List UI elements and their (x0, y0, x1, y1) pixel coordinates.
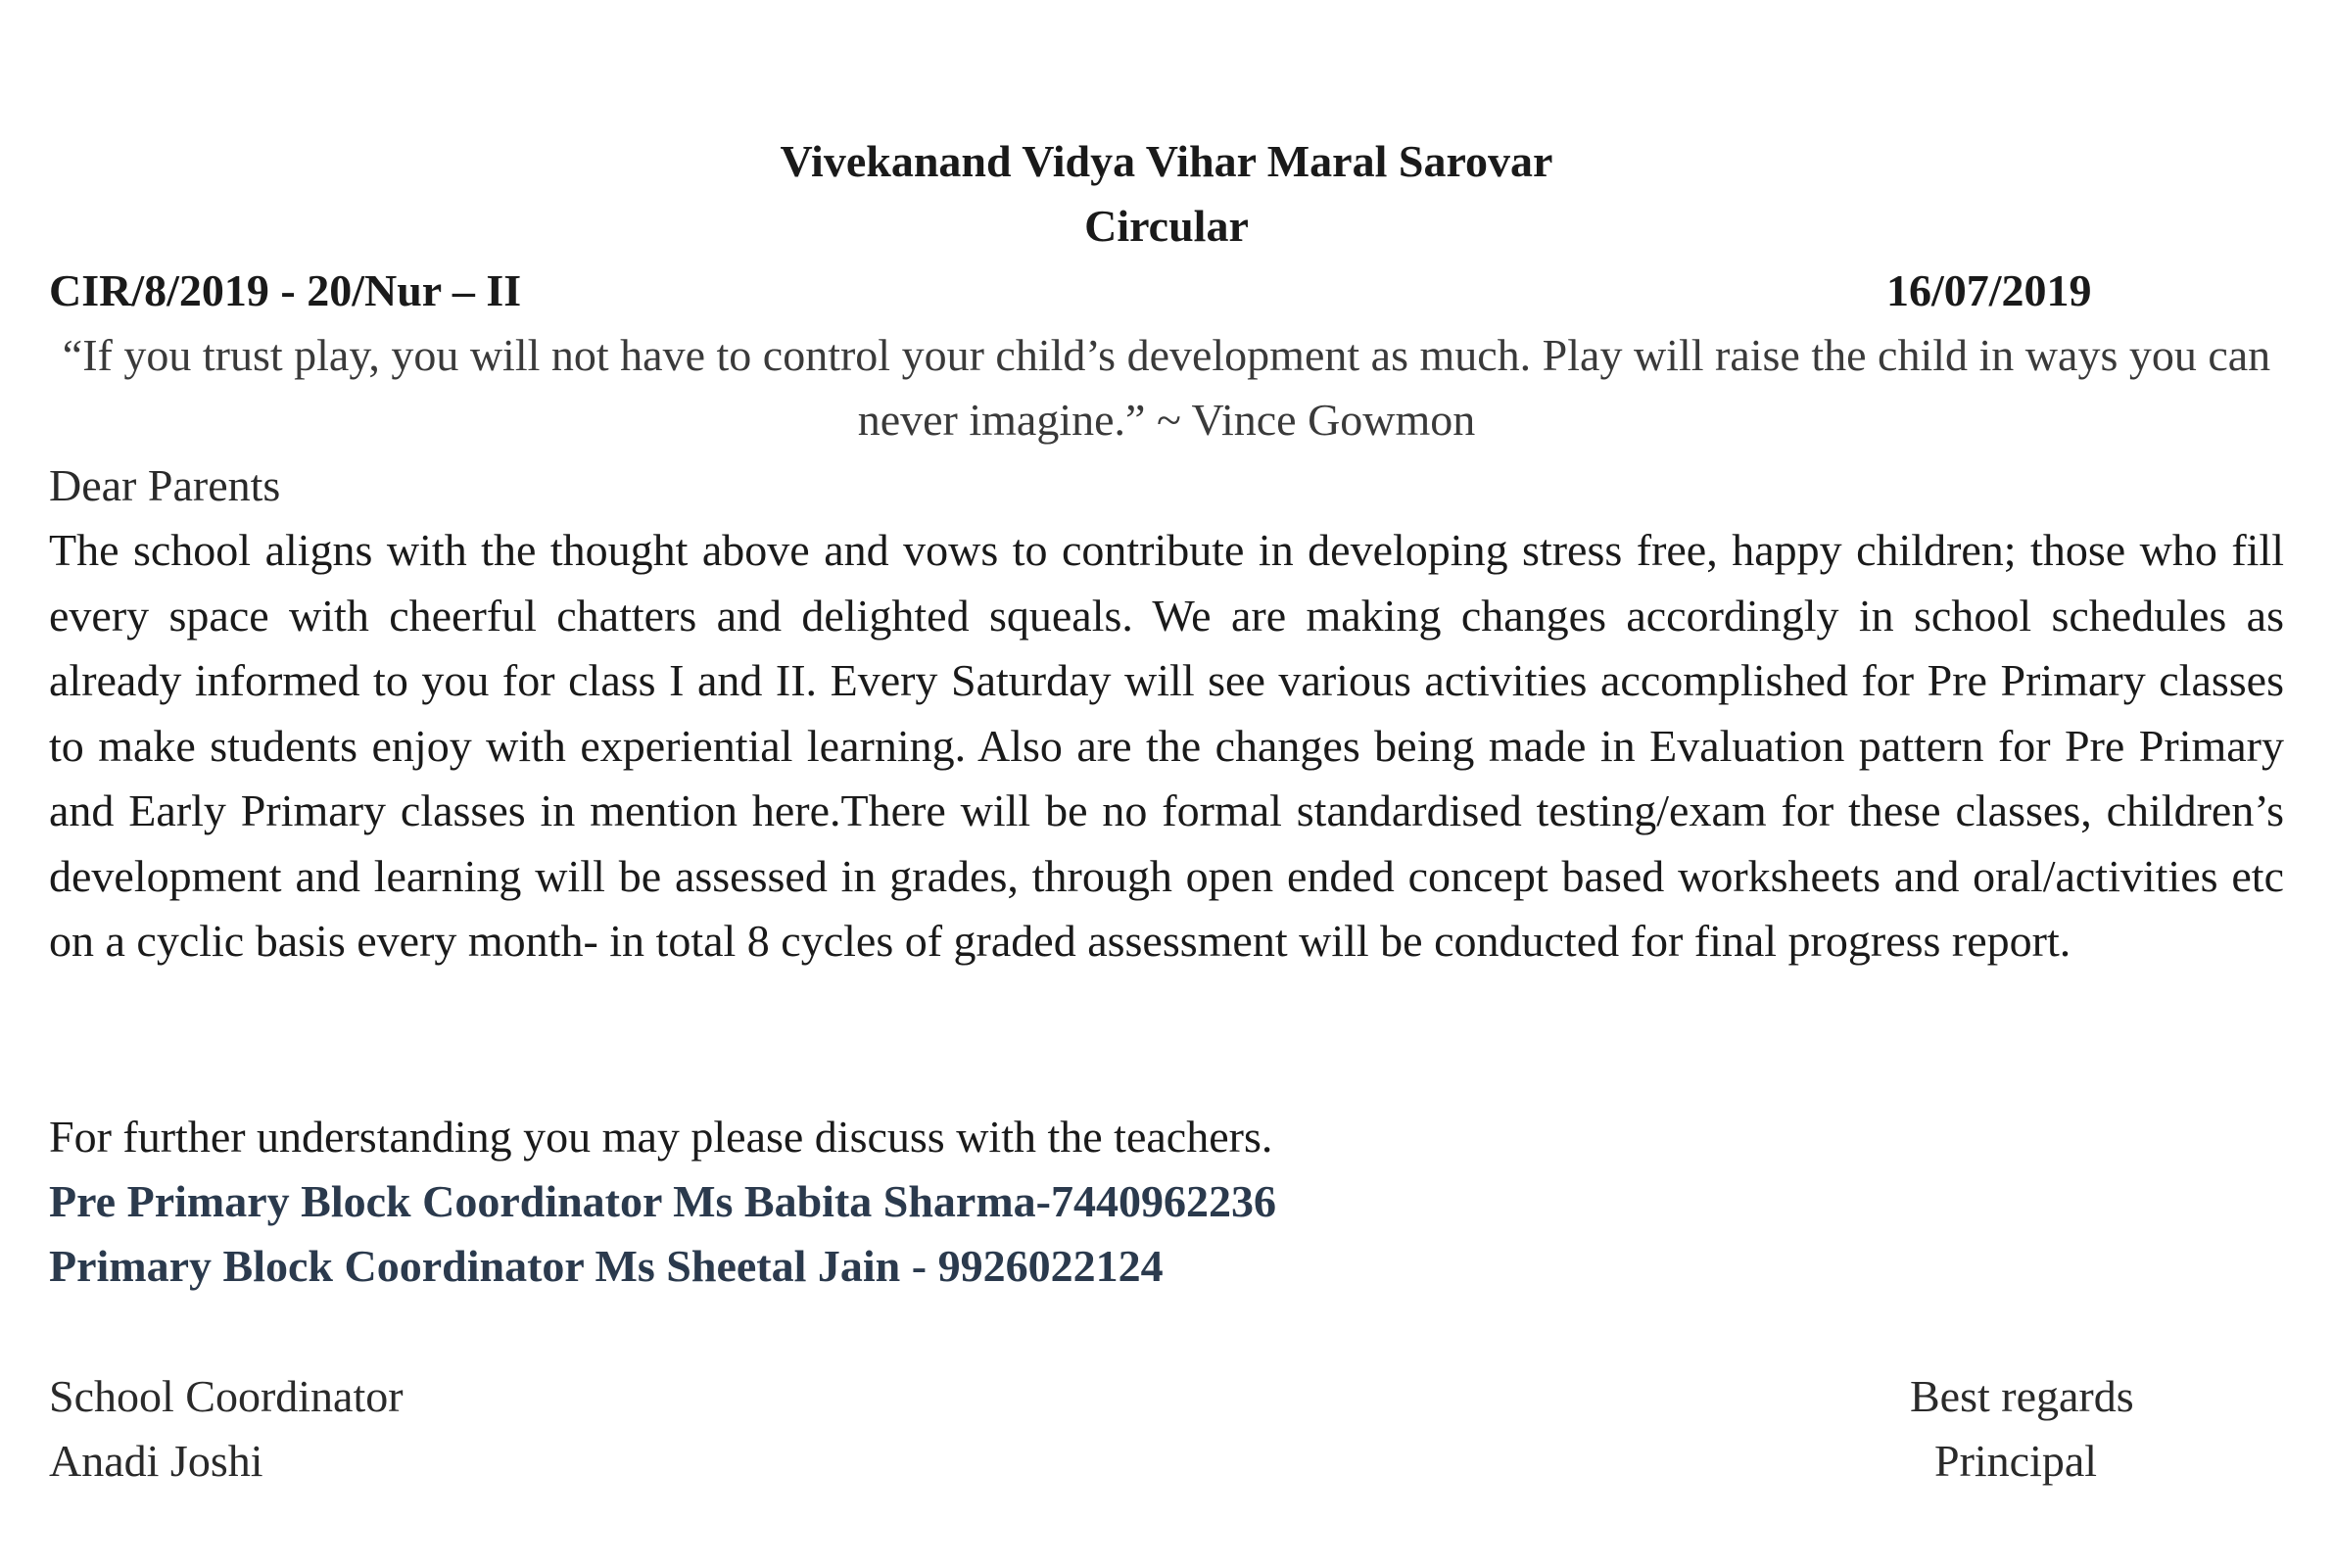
pre-primary-coordinator-contact: Pre Primary Block Coordinator Ms Babita Sharma-7440962236 (49, 1176, 1276, 1226)
school-coordinator-title: School Coordinator (49, 1371, 404, 1421)
salutation: Dear Parents (49, 460, 281, 510)
primary-coordinator-contact: Primary Block Coordinator Ms Sheetal Jain - 9926022124 (49, 1241, 1164, 1291)
further-information-note: For further understanding you may please discuss with the teachers. (49, 1112, 1273, 1162)
document-title: Circular (1084, 201, 1249, 251)
principal-title: Principal (1934, 1436, 2098, 1486)
circular-reference-number: CIR/8/2019 - 20/Nur – II (49, 265, 522, 315)
closing-regards: Best regards (1910, 1371, 2134, 1421)
school-name: Vivekanand Vidya Vihar Maral Sarovar (780, 136, 1553, 186)
opening-quote: “If you trust play, you will not have to control your child’s development as much. Play will raise the child in ways you can never imagine.” ~ Vince Gowmon (62, 330, 2271, 445)
school-coordinator-name: Anadi Joshi (49, 1436, 263, 1486)
body-paragraph: The school aligns with the thought above and vows to contribute in developing stress free, happy children; those who fill every space with cheerful chatters and delighted squeals. We are making changes accordingly in school schedules as already informed to you for class I and II. Every Saturday will see various activities accomplished for Pre Primary classes to make students enjoy with experiential learning. Also are the changes being made in Evaluation pattern for Pre Primary and Early Primary classes in mention here.There will be no formal standardised testing/exam for these classes, children’s development and learning will be assessed in grades, through open ended concept based worksheets and oral/activities etc on a cyclic basis every month- in total 8 cycles of graded assessment will be conducted for final progress report. (49, 525, 2284, 966)
circular-date: 16/07/2019 (1886, 265, 2092, 315)
